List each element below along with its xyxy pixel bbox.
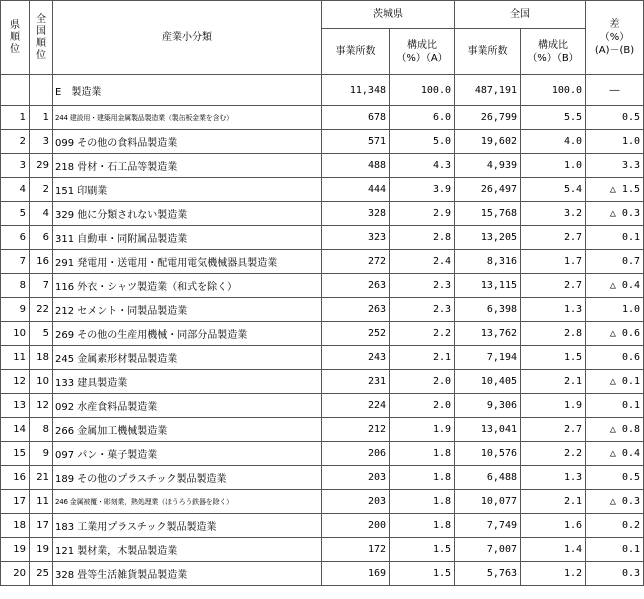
national-rank: 18	[30, 346, 53, 370]
table-row	[1, 130, 644, 154]
national-rank: 5	[30, 322, 53, 346]
category-name: 329 他に分類されない製造業	[53, 202, 322, 226]
ibaraki-ratio: 1.9	[390, 418, 455, 442]
pref-rank: 3	[1, 154, 30, 178]
national-ratio: 1.5	[521, 346, 586, 370]
national-ratio: 2.1	[521, 370, 586, 394]
total-national-count: 487,191	[455, 75, 521, 106]
ibaraki-ratio: 1.8	[390, 466, 455, 490]
difference: 0.1	[586, 538, 644, 562]
national-ratio: 4.0	[521, 130, 586, 154]
national-count: 7,749	[455, 514, 521, 538]
table-row	[1, 538, 644, 562]
header-pref-rank: 県 順 位	[1, 1, 30, 75]
ibaraki-ratio: 1.5	[390, 562, 455, 586]
header-national-rank: 全 国 順 位	[30, 1, 53, 75]
header-ibaraki: 茨城県	[322, 1, 455, 29]
ibaraki-count: 231	[322, 370, 390, 394]
national-rank: 8	[30, 418, 53, 442]
category-name: 183 工業用プラスチック製品製造業	[53, 514, 322, 538]
ibaraki-ratio: 1.8	[390, 514, 455, 538]
ibaraki-ratio: 2.8	[390, 226, 455, 250]
ibaraki-count: 272	[322, 250, 390, 274]
table-row	[1, 514, 644, 538]
header-ibaraki-ratio: 構成比 （%）（A）	[390, 29, 455, 75]
national-rank: 9	[30, 442, 53, 466]
national-rank: 2	[30, 178, 53, 202]
national-count: 6,398	[455, 298, 521, 322]
national-rank: 29	[30, 154, 53, 178]
national-count: 10,576	[455, 442, 521, 466]
total-category: E 製造業	[53, 75, 322, 106]
ibaraki-count: 224	[322, 394, 390, 418]
difference: △ 0.6	[586, 322, 644, 346]
table-row	[1, 562, 644, 586]
table-row	[1, 250, 644, 274]
national-ratio: 1.0	[521, 154, 586, 178]
national-rank: 17	[30, 514, 53, 538]
pref-rank: 7	[1, 250, 30, 274]
difference: △ 1.5	[586, 178, 644, 202]
category-name: 269 その他の生産用機械・同部分品製造業	[53, 322, 322, 346]
national-rank: 21	[30, 466, 53, 490]
header-national-count: 事業所数	[455, 29, 521, 75]
national-rank: 6	[30, 226, 53, 250]
national-ratio: 5.4	[521, 178, 586, 202]
pref-rank: 20	[1, 562, 30, 586]
national-count: 13,115	[455, 274, 521, 298]
national-count: 7,194	[455, 346, 521, 370]
pref-rank: 17	[1, 490, 30, 514]
pref-rank: 4	[1, 178, 30, 202]
category-name: 121 製材業，木製品製造業	[53, 538, 322, 562]
category-name: 189 その他のプラスチック製品製造業	[53, 466, 322, 490]
category-name: 151 印刷業	[53, 178, 322, 202]
table-row	[1, 106, 644, 130]
national-rank: 1	[30, 106, 53, 130]
ibaraki-count: 328	[322, 202, 390, 226]
ibaraki-ratio: 2.0	[390, 370, 455, 394]
ibaraki-count: 203	[322, 466, 390, 490]
ibaraki-ratio: 2.9	[390, 202, 455, 226]
national-rank: 22	[30, 298, 53, 322]
ibaraki-ratio: 4.3	[390, 154, 455, 178]
national-count: 26,497	[455, 178, 521, 202]
category-name: 092 水産食料品製造業	[53, 394, 322, 418]
national-rank: 19	[30, 538, 53, 562]
table-row	[1, 274, 644, 298]
difference: △ 0.3	[586, 202, 644, 226]
national-count: 9,306	[455, 394, 521, 418]
national-ratio: 1.6	[521, 514, 586, 538]
table-row	[1, 202, 644, 226]
national-rank: 16	[30, 250, 53, 274]
national-count: 4,939	[455, 154, 521, 178]
category-name: 266 金属加工機械製造業	[53, 418, 322, 442]
category-name: 246 金属被覆・彫刻業，熱処理業（ほうろう鉄器を除く）	[53, 490, 322, 514]
ibaraki-ratio: 2.3	[390, 298, 455, 322]
difference: 1.0	[586, 130, 644, 154]
national-ratio: 2.1	[521, 490, 586, 514]
ibaraki-ratio: 3.9	[390, 178, 455, 202]
table-row	[1, 178, 644, 202]
national-count: 10,405	[455, 370, 521, 394]
difference: 1.0	[586, 298, 644, 322]
national-ratio: 2.7	[521, 274, 586, 298]
national-rank: 3	[30, 130, 53, 154]
table-row	[1, 298, 644, 322]
category-name: 311 自動車・同附属品製造業	[53, 226, 322, 250]
ibaraki-ratio: 2.4	[390, 250, 455, 274]
pref-rank: 2	[1, 130, 30, 154]
ibaraki-count: 263	[322, 274, 390, 298]
national-ratio: 2.2	[521, 442, 586, 466]
national-count: 7,007	[455, 538, 521, 562]
ibaraki-count: 571	[322, 130, 390, 154]
difference: △ 0.4	[586, 274, 644, 298]
ibaraki-ratio: 1.8	[390, 490, 455, 514]
ibaraki-ratio: 6.0	[390, 106, 455, 130]
difference: 0.5	[586, 466, 644, 490]
pref-rank: 15	[1, 442, 30, 466]
national-count: 13,205	[455, 226, 521, 250]
table-row	[1, 154, 644, 178]
table-row	[1, 442, 644, 466]
ibaraki-count: 323	[322, 226, 390, 250]
national-count: 26,799	[455, 106, 521, 130]
header-category: 産業小分類	[53, 1, 322, 75]
ibaraki-ratio: 2.0	[390, 394, 455, 418]
total-row	[1, 75, 644, 106]
category-name: 099 その他の食料品製造業	[53, 130, 322, 154]
category-name: 291 発電用・送電用・配電用電気機械器具製造業	[53, 250, 322, 274]
pref-rank: 5	[1, 202, 30, 226]
total-national-ratio: 100.0	[521, 75, 586, 106]
ibaraki-ratio: 1.5	[390, 538, 455, 562]
total-difference: ―	[586, 75, 644, 106]
ibaraki-ratio: 2.1	[390, 346, 455, 370]
table-row	[1, 370, 644, 394]
ibaraki-count: 263	[322, 298, 390, 322]
national-count: 19,602	[455, 130, 521, 154]
national-ratio: 2.8	[521, 322, 586, 346]
ibaraki-ratio: 2.2	[390, 322, 455, 346]
difference: △ 0.1	[586, 370, 644, 394]
pref-rank: 11	[1, 346, 30, 370]
table-row	[1, 394, 644, 418]
pref-rank: 8	[1, 274, 30, 298]
national-ratio: 5.5	[521, 106, 586, 130]
national-rank: 25	[30, 562, 53, 586]
ibaraki-count: 212	[322, 418, 390, 442]
ibaraki-ratio: 2.3	[390, 274, 455, 298]
pref-rank: 10	[1, 322, 30, 346]
pref-rank: 18	[1, 514, 30, 538]
national-rank: 11	[30, 490, 53, 514]
table-row	[1, 322, 644, 346]
header-ibaraki-count: 事業所数	[322, 29, 390, 75]
national-count: 10,077	[455, 490, 521, 514]
table-row	[1, 490, 644, 514]
category-name: 212 セメント・同製品製造業	[53, 298, 322, 322]
national-count: 6,488	[455, 466, 521, 490]
pref-rank: 1	[1, 106, 30, 130]
national-rank: 4	[30, 202, 53, 226]
national-count: 13,762	[455, 322, 521, 346]
national-count: 15,768	[455, 202, 521, 226]
pref-rank: 6	[1, 226, 30, 250]
header-difference: 差 （%） (A)－(B)	[586, 1, 644, 75]
ibaraki-count: 203	[322, 490, 390, 514]
difference: 0.6	[586, 346, 644, 370]
category-name: 244 建設用・建築用金属製品製造業（製缶板金業を含む）	[53, 106, 322, 130]
table-row	[1, 226, 644, 250]
difference: 0.2	[586, 514, 644, 538]
ibaraki-count: 252	[322, 322, 390, 346]
national-rank: 7	[30, 274, 53, 298]
pref-rank: 14	[1, 418, 30, 442]
national-count: 8,316	[455, 250, 521, 274]
ibaraki-count: 243	[322, 346, 390, 370]
difference: 0.1	[586, 394, 644, 418]
national-count: 13,041	[455, 418, 521, 442]
difference: △ 0.4	[586, 442, 644, 466]
pref-rank: 9	[1, 298, 30, 322]
ibaraki-count: 172	[322, 538, 390, 562]
national-count: 5,763	[455, 562, 521, 586]
ibaraki-count: 444	[322, 178, 390, 202]
difference: 0.3	[586, 562, 644, 586]
header-national-ratio: 構成比 （%）（B）	[521, 29, 586, 75]
total-ibaraki-ratio: 100.0	[390, 75, 455, 106]
national-ratio: 1.3	[521, 466, 586, 490]
national-ratio: 1.4	[521, 538, 586, 562]
pref-rank: 16	[1, 466, 30, 490]
category-name: 097 パン・菓子製造業	[53, 442, 322, 466]
table-row	[1, 466, 644, 490]
ibaraki-count: 678	[322, 106, 390, 130]
table-row	[1, 418, 644, 442]
difference: △ 0.8	[586, 418, 644, 442]
pref-rank: 13	[1, 394, 30, 418]
national-ratio: 1.2	[521, 562, 586, 586]
national-rank: 10	[30, 370, 53, 394]
pref-rank: 19	[1, 538, 30, 562]
difference: 3.3	[586, 154, 644, 178]
ibaraki-count: 200	[322, 514, 390, 538]
category-name: 133 建具製造業	[53, 370, 322, 394]
ibaraki-count: 488	[322, 154, 390, 178]
difference: 0.5	[586, 106, 644, 130]
table-row	[1, 346, 644, 370]
national-ratio: 1.7	[521, 250, 586, 274]
header-national: 全国	[455, 1, 586, 29]
national-ratio: 3.2	[521, 202, 586, 226]
total-ibaraki-count: 11,348	[322, 75, 390, 106]
national-ratio: 1.9	[521, 394, 586, 418]
difference: 0.1	[586, 226, 644, 250]
category-name: 328 畳等生活雑貨製品製造業	[53, 562, 322, 586]
ibaraki-count: 206	[322, 442, 390, 466]
pref-rank: 12	[1, 370, 30, 394]
difference: 0.7	[586, 250, 644, 274]
national-ratio: 1.3	[521, 298, 586, 322]
national-rank: 12	[30, 394, 53, 418]
category-name: 245 金属素形材製品製造業	[53, 346, 322, 370]
ibaraki-ratio: 5.0	[390, 130, 455, 154]
ibaraki-count: 169	[322, 562, 390, 586]
category-name: 218 骨材・石工品等製造業	[53, 154, 322, 178]
ibaraki-ratio: 1.8	[390, 442, 455, 466]
difference: △ 0.3	[586, 490, 644, 514]
national-ratio: 2.7	[521, 418, 586, 442]
category-name: 116 外衣・シャツ製造業（和式を除く）	[53, 274, 322, 298]
national-ratio: 2.7	[521, 226, 586, 250]
